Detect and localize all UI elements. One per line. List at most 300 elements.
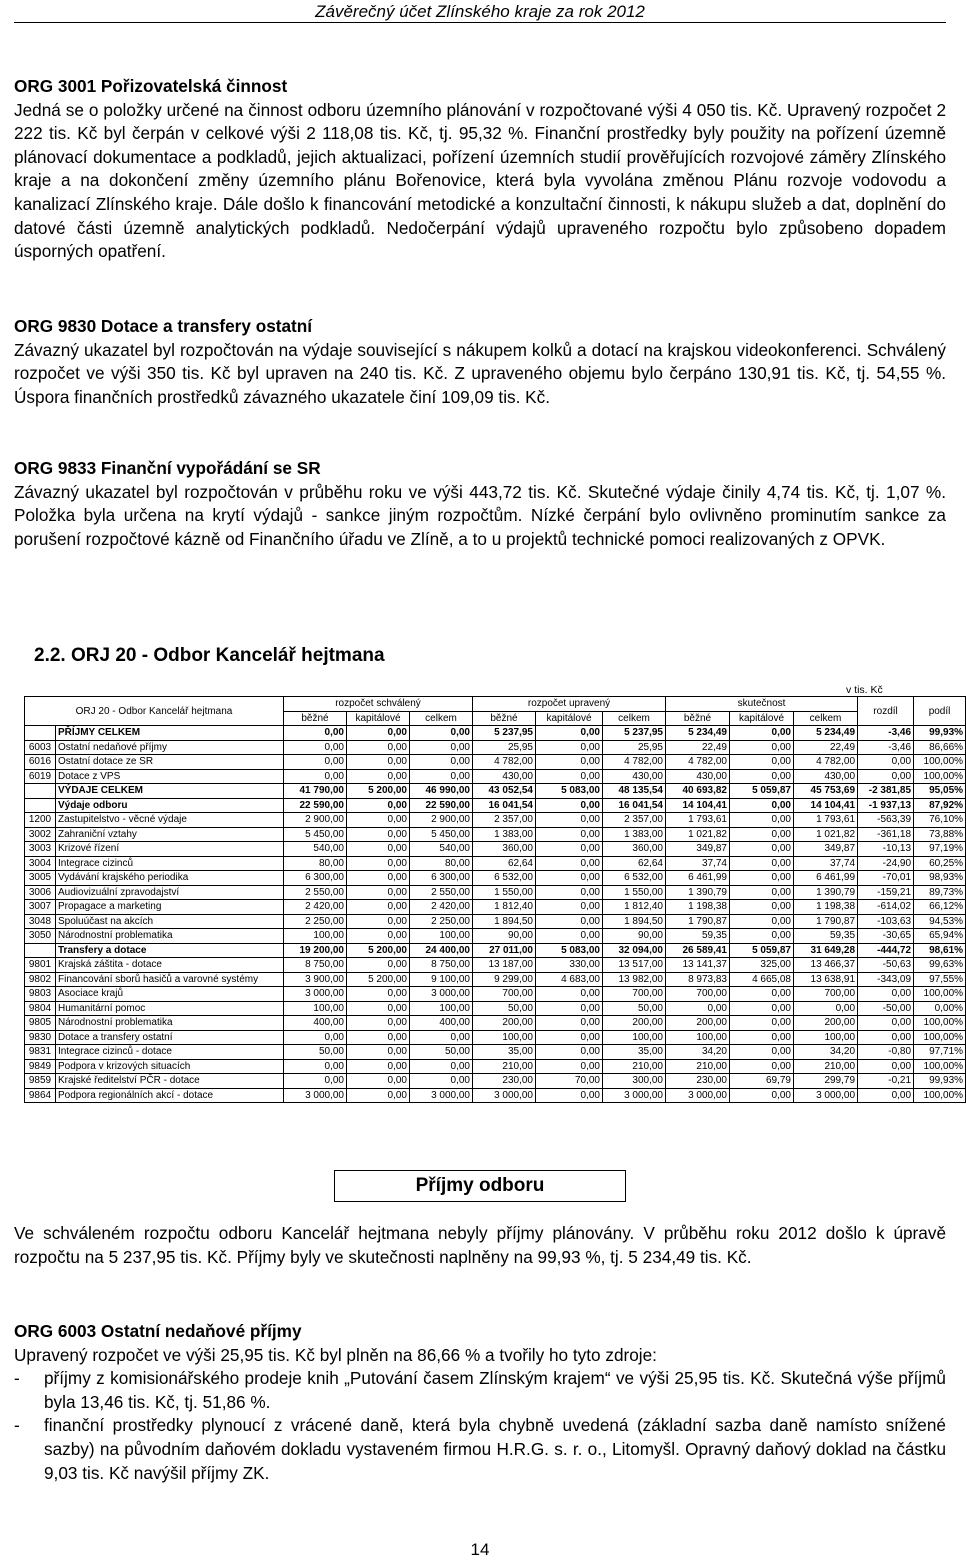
- page-header: Závěrečný účet Zlínského kraje za rok 2012: [315, 2, 645, 21]
- row-value: 0,00: [347, 914, 410, 929]
- table-row: [25, 1045, 966, 1060]
- row-value: 4 782,00: [473, 755, 536, 770]
- row-value: 0,00: [347, 726, 410, 741]
- row-value: -444,72: [858, 943, 914, 958]
- table-row: [25, 1001, 966, 1016]
- row-value: 31 649,28: [794, 943, 858, 958]
- section-org-9833: [14, 457, 946, 551]
- row-org: 9830: [25, 1030, 56, 1045]
- row-name: Podpora v krizových situacích: [56, 1059, 284, 1074]
- row-value: 32 094,00: [603, 943, 666, 958]
- row-value: 0,00: [347, 1074, 410, 1089]
- row-name: Financování sborů hasičů a varovné systémy: [56, 972, 284, 987]
- row-value: 95,05%: [914, 784, 966, 799]
- row-value: 70,00: [536, 1074, 603, 1089]
- row-value: 0,00: [410, 1074, 473, 1089]
- row-value: 700,00: [473, 987, 536, 1002]
- row-value: 0,00: [730, 900, 794, 915]
- row-value: 100,00: [410, 1001, 473, 1016]
- row-value: 50,00: [603, 1001, 666, 1016]
- row-value: 1 021,82: [794, 827, 858, 842]
- row-value: 0,00: [536, 1016, 603, 1031]
- row-value: 46 990,00: [410, 784, 473, 799]
- row-value: 100,00%: [914, 1059, 966, 1074]
- row-value: 0,00: [858, 1059, 914, 1074]
- col-group-schvaleny: rozpočet schválený: [284, 697, 473, 712]
- row-value: 200,00: [603, 1016, 666, 1031]
- row-value: 0,00: [347, 1016, 410, 1031]
- col-podil: podíl: [914, 697, 966, 726]
- row-value: 1 198,38: [666, 900, 730, 915]
- row-name: Audiovizuální zpravodajství: [56, 885, 284, 900]
- row-value: 0,00: [858, 755, 914, 770]
- row-value: 0,00: [730, 827, 794, 842]
- row-value: 73,88%: [914, 827, 966, 842]
- row-value: 0,00: [858, 1088, 914, 1103]
- row-value: 5 200,00: [347, 972, 410, 987]
- row-value: 13 466,37: [794, 958, 858, 973]
- row-value: -0,21: [858, 1074, 914, 1089]
- row-value: 99,63%: [914, 958, 966, 973]
- row-name: Výdaje odboru: [56, 798, 284, 813]
- row-value: 22,49: [666, 740, 730, 755]
- row-name: Krajské ředitelství PČR - dotace: [56, 1074, 284, 1089]
- row-value: 65,94%: [914, 929, 966, 944]
- row-value: 1 550,00: [603, 885, 666, 900]
- row-value: 0,00: [858, 1016, 914, 1031]
- row-value: 700,00: [603, 987, 666, 1002]
- row-value: 1 198,38: [794, 900, 858, 915]
- table-row: [25, 726, 966, 741]
- row-value: 5 083,00: [536, 943, 603, 958]
- row-value: 19 200,00: [284, 943, 347, 958]
- table-row: [25, 1030, 966, 1045]
- row-value: -50,63: [858, 958, 914, 973]
- row-value: 37,74: [794, 856, 858, 871]
- row-value: 0,00: [347, 871, 410, 886]
- row-org: [25, 784, 56, 799]
- row-value: 1 894,50: [603, 914, 666, 929]
- row-value: 0,00: [536, 827, 603, 842]
- row-value: 1 383,00: [473, 827, 536, 842]
- row-value: 99,93%: [914, 726, 966, 741]
- row-value: 86,66%: [914, 740, 966, 755]
- section-text: Jedná se o položky určené na činnost odboru územního plánování v rozpočtované výši 4 050 tis. Kč. Upravený rozpočet 2 222 tis. Kč byl čerpán v celkové výši 2 118,08 tis. Kč, tj. 95,32 %. Finanční prostředky byly použity na pořízení územně plánovací dokumentace a podkladů, jejich aktualizaci, pořízení územních studií prověřujících rozvojové záměry Zlínského kraje a na dokončení změny územního plánu Bořenovice, která byla vyvolána změnou Plánu rozvoje vodovodu a kanalizací Zlínského kraje. Dále došlo k financování metodické a konzultační činnosti, k nákupu služeb a dat, doplnění do datové části územně analytických podkladů. Nedočerpání výdajů upraveného rozpočtu bylo způsobeno dopadem úsporných opatření.: [14, 99, 946, 262]
- row-value: 0,00: [730, 1059, 794, 1074]
- row-value: 200,00: [794, 1016, 858, 1031]
- row-value: 430,00: [794, 769, 858, 784]
- row-value: 0,00: [730, 813, 794, 828]
- row-value: 14 104,41: [794, 798, 858, 813]
- row-value: 69,79: [730, 1074, 794, 1089]
- row-name: Krajská záštita - dotace: [56, 958, 284, 973]
- row-value: 24 400,00: [410, 943, 473, 958]
- row-value: 0,00: [666, 1001, 730, 1016]
- row-value: 0,00: [730, 885, 794, 900]
- row-value: 200,00: [473, 1016, 536, 1031]
- row-value: 8 750,00: [410, 958, 473, 973]
- row-value: 0,00: [347, 1030, 410, 1045]
- row-value: 5 450,00: [410, 827, 473, 842]
- row-value: 1 790,87: [794, 914, 858, 929]
- row-value: 230,00: [666, 1074, 730, 1089]
- row-value: 0,00: [730, 755, 794, 770]
- row-org: [25, 798, 56, 813]
- row-value: 0,00: [347, 842, 410, 857]
- row-value: 22 590,00: [410, 798, 473, 813]
- row-value: 2 250,00: [410, 914, 473, 929]
- col-bezne: běžné: [473, 711, 536, 726]
- row-name: Zastupitelstvo - věcné výdaje: [56, 813, 284, 828]
- col-celkem: celkem: [794, 711, 858, 726]
- row-value: 325,00: [730, 958, 794, 973]
- row-value: 0,00: [536, 813, 603, 828]
- row-value: 0,00: [730, 987, 794, 1002]
- table-row: [25, 827, 966, 842]
- section-title: ORG 9833 Finanční vypořádání se SR: [14, 458, 321, 478]
- row-value: 0,00: [730, 914, 794, 929]
- row-org: 6016: [25, 755, 56, 770]
- row-value: 0,00: [347, 827, 410, 842]
- row-name: Humanitární pomoc: [56, 1001, 284, 1016]
- table-row: [25, 943, 966, 958]
- row-value: 6 300,00: [284, 871, 347, 886]
- row-value: 76,10%: [914, 813, 966, 828]
- col-bezne: běžné: [666, 711, 730, 726]
- row-value: 22 590,00: [284, 798, 347, 813]
- row-org: 9805: [25, 1016, 56, 1031]
- row-value: 210,00: [794, 1059, 858, 1074]
- header-rule: [14, 22, 946, 23]
- row-value: 1 793,61: [666, 813, 730, 828]
- row-name: PŘÍJMY CELKEM: [56, 726, 284, 741]
- row-value: 0,00: [730, 929, 794, 944]
- table-row: [25, 871, 966, 886]
- row-value: 0,00: [730, 1001, 794, 1016]
- row-name: Dotace z VPS: [56, 769, 284, 784]
- row-value: 25,95: [603, 740, 666, 755]
- row-value: 2 900,00: [410, 813, 473, 828]
- row-name: Ostatní nedaňové příjmy: [56, 740, 284, 755]
- section-org-9830: [14, 315, 946, 409]
- row-value: 360,00: [603, 842, 666, 857]
- row-value: -10,13: [858, 842, 914, 857]
- row-value: 50,00: [473, 1001, 536, 1016]
- table-row: [25, 885, 966, 900]
- row-value: 0,00: [536, 1045, 603, 1060]
- row-value: 100,00: [284, 929, 347, 944]
- col-kapitalove: kapitálové: [730, 711, 794, 726]
- row-value: 0,00: [347, 885, 410, 900]
- row-name: Národnostní problematika: [56, 929, 284, 944]
- row-value: 35,00: [473, 1045, 536, 1060]
- row-value: 3 000,00: [410, 1088, 473, 1103]
- row-value: 0,00: [536, 856, 603, 871]
- row-value: 48 135,54: [603, 784, 666, 799]
- row-value: 2 357,00: [473, 813, 536, 828]
- unit-label: v tis. Kč: [846, 684, 883, 696]
- row-value: 430,00: [666, 769, 730, 784]
- row-value: 0,00: [536, 900, 603, 915]
- row-value: 4 782,00: [794, 755, 858, 770]
- row-value: -2 381,85: [858, 784, 914, 799]
- row-value: 5 059,87: [730, 943, 794, 958]
- row-value: 97,71%: [914, 1045, 966, 1060]
- row-value: 94,53%: [914, 914, 966, 929]
- row-value: 200,00: [666, 1016, 730, 1031]
- row-value: -103,63: [858, 914, 914, 929]
- table-row: [25, 914, 966, 929]
- page-number: 14: [470, 1540, 490, 1559]
- row-value: 1 894,50: [473, 914, 536, 929]
- row-value: 2 250,00: [284, 914, 347, 929]
- row-value: 60,25%: [914, 856, 966, 871]
- row-org: 9864: [25, 1088, 56, 1103]
- row-value: 5 234,49: [794, 726, 858, 741]
- row-value: 0,00: [347, 900, 410, 915]
- row-value: 100,00: [284, 1001, 347, 1016]
- row-value: 0,00: [858, 769, 914, 784]
- row-value: 0,00: [730, 1030, 794, 1045]
- row-value: 0,00: [730, 769, 794, 784]
- row-value: 97,55%: [914, 972, 966, 987]
- row-value: 0,00: [347, 1001, 410, 1016]
- row-value: 98,93%: [914, 871, 966, 886]
- row-value: 0,00: [284, 755, 347, 770]
- income-intro: [14, 1222, 946, 1269]
- row-value: 299,79: [794, 1074, 858, 1089]
- row-value: 26 589,41: [666, 943, 730, 958]
- row-org: 6003: [25, 740, 56, 755]
- row-value: 100,00: [603, 1030, 666, 1045]
- row-value: 9 299,00: [473, 972, 536, 987]
- row-value: 1 812,40: [473, 900, 536, 915]
- col-bezne: běžné: [284, 711, 347, 726]
- section-line: Upravený rozpočet ve výši 25,95 tis. Kč byl plněn na 86,66 % a tvořily ho tyto zdroje:: [14, 1344, 657, 1365]
- row-name: Integrace cizinců: [56, 856, 284, 871]
- table-row: [25, 900, 966, 915]
- row-value: 6 532,00: [603, 871, 666, 886]
- row-value: 3 900,00: [284, 972, 347, 987]
- row-value: 1 390,79: [794, 885, 858, 900]
- row-value: 2 550,00: [410, 885, 473, 900]
- row-value: 0,00: [536, 885, 603, 900]
- row-value: 3 000,00: [473, 1088, 536, 1103]
- row-value: 0,00: [536, 769, 603, 784]
- row-value: 0,00%: [914, 1001, 966, 1016]
- row-value: 0,00: [730, 1088, 794, 1103]
- row-value: 0,00: [730, 856, 794, 871]
- list-item: [14, 1367, 946, 1414]
- row-org: 3005: [25, 871, 56, 886]
- row-name: Podpora regionálních akcí - dotace: [56, 1088, 284, 1103]
- row-value: 2 900,00: [284, 813, 347, 828]
- row-value: 1 793,61: [794, 813, 858, 828]
- row-value: 0,00: [347, 958, 410, 973]
- row-value: 3 000,00: [603, 1088, 666, 1103]
- row-value: 0,00: [536, 798, 603, 813]
- row-value: 4 782,00: [666, 755, 730, 770]
- table-row: [25, 987, 966, 1002]
- section-org-6003: [14, 1320, 946, 1485]
- row-org: 3002: [25, 827, 56, 842]
- row-value: 1 812,40: [603, 900, 666, 915]
- row-value: 3 000,00: [284, 987, 347, 1002]
- row-value: 13 982,00: [603, 972, 666, 987]
- row-value: 100,00: [473, 1030, 536, 1045]
- row-value: 5 059,87: [730, 784, 794, 799]
- row-value: 100,00%: [914, 1016, 966, 1031]
- row-value: 0,00: [347, 813, 410, 828]
- row-value: 1 550,00: [473, 885, 536, 900]
- row-value: 540,00: [284, 842, 347, 857]
- row-value: 100,00: [666, 1030, 730, 1045]
- row-value: 0,00: [730, 740, 794, 755]
- row-value: 700,00: [666, 987, 730, 1002]
- row-value: 6 461,99: [666, 871, 730, 886]
- row-value: 400,00: [410, 1016, 473, 1031]
- row-value: 0,00: [794, 1001, 858, 1016]
- bullet-dash: -: [14, 1368, 20, 1389]
- row-value: 0,00: [730, 1045, 794, 1060]
- row-org: 3050: [25, 929, 56, 944]
- row-value: 3 000,00: [284, 1088, 347, 1103]
- row-name: VÝDAJE CELKEM: [56, 784, 284, 799]
- intro-text: Ve schváleném rozpočtu odboru Kancelář hejtmana nebyly příjmy plánovány. V průběhu roku 2012 došlo k úpravě rozpočtu na 5 237,95 tis. Kč. Příjmy byly ve skutečnosti naplněny na 99,93 %, tj. 5 234,49 tis. Kč.: [14, 1223, 946, 1267]
- row-value: 16 041,54: [603, 798, 666, 813]
- table-row: [25, 972, 966, 987]
- row-value: 2 420,00: [410, 900, 473, 915]
- row-value: 0,00: [536, 1001, 603, 1016]
- table-row: [25, 1074, 966, 1089]
- row-value: -3,46: [858, 726, 914, 741]
- row-value: 230,00: [473, 1074, 536, 1089]
- row-value: 13 141,37: [666, 958, 730, 973]
- row-value: 3 000,00: [794, 1088, 858, 1103]
- bullet-text: příjmy z komisionářského prodeje knih „Putování časem Zlínským krajem“ ve výši 25,95 tis. Kč. Skutečná výše příjmů byla 13,46 tis. Kč, tj. 51,86 %.: [44, 1368, 946, 1412]
- row-value: 4 665,08: [730, 972, 794, 987]
- row-name: Národnostní problematika: [56, 1016, 284, 1031]
- row-value: 62,64: [473, 856, 536, 871]
- row-value: 9 100,00: [410, 972, 473, 987]
- row-value: 25,95: [473, 740, 536, 755]
- row-value: 45 753,69: [794, 784, 858, 799]
- row-name: Integrace cizinců - dotace: [56, 1045, 284, 1060]
- row-value: 5 200,00: [347, 784, 410, 799]
- row-value: 6 300,00: [410, 871, 473, 886]
- row-value: 100,00%: [914, 755, 966, 770]
- row-value: 99,93%: [914, 1074, 966, 1089]
- row-value: 0,00: [536, 1030, 603, 1045]
- row-value: 0,00: [347, 798, 410, 813]
- table-row: [25, 1088, 966, 1103]
- row-value: 37,74: [666, 856, 730, 871]
- row-name: Spoluúčast na akcích: [56, 914, 284, 929]
- table-row: [25, 755, 966, 770]
- budget-table: [24, 696, 966, 1103]
- list-item: [14, 1414, 946, 1485]
- table-row: [25, 784, 966, 799]
- col-kapitalove: kapitálové: [536, 711, 603, 726]
- row-value: -30,65: [858, 929, 914, 944]
- table-row: [25, 1059, 966, 1074]
- row-value: -159,21: [858, 885, 914, 900]
- row-value: 360,00: [473, 842, 536, 857]
- table-row: [25, 842, 966, 857]
- row-value: 100,00%: [914, 987, 966, 1002]
- row-value: 0,00: [536, 755, 603, 770]
- row-value: 0,00: [536, 726, 603, 741]
- row-value: 1 383,00: [603, 827, 666, 842]
- table-corner: ORJ 20 - Odbor Kancelář hejtmana: [25, 697, 284, 726]
- row-value: 5 234,49: [666, 726, 730, 741]
- row-value: 100,00%: [914, 769, 966, 784]
- row-value: 6 461,99: [794, 871, 858, 886]
- row-org: 9802: [25, 972, 56, 987]
- row-value: 0,00: [410, 769, 473, 784]
- row-org: 3048: [25, 914, 56, 929]
- row-value: 0,00: [284, 726, 347, 741]
- row-name: Krizové řízení: [56, 842, 284, 857]
- row-value: 22,49: [794, 740, 858, 755]
- row-value: 50,00: [284, 1045, 347, 1060]
- row-value: 349,87: [666, 842, 730, 857]
- table-row: [25, 813, 966, 828]
- row-value: 0,00: [536, 914, 603, 929]
- row-value: 90,00: [603, 929, 666, 944]
- bullet-dash: -: [14, 1415, 20, 1436]
- row-value: 5 237,95: [603, 726, 666, 741]
- row-value: -343,09: [858, 972, 914, 987]
- table-row: [25, 856, 966, 871]
- row-value: -50,00: [858, 1001, 914, 1016]
- table-body: [25, 726, 966, 1103]
- row-value: -1 937,13: [858, 798, 914, 813]
- row-org: 3006: [25, 885, 56, 900]
- row-value: -3,46: [858, 740, 914, 755]
- table-row: [25, 1016, 966, 1031]
- row-value: -70,01: [858, 871, 914, 886]
- row-value: 0,00: [536, 871, 603, 886]
- row-value: 0,00: [536, 842, 603, 857]
- row-value: 0,00: [536, 987, 603, 1002]
- row-value: 35,00: [603, 1045, 666, 1060]
- row-value: 0,00: [347, 740, 410, 755]
- row-value: 0,00: [347, 987, 410, 1002]
- row-value: 0,00: [730, 726, 794, 741]
- row-org: 9803: [25, 987, 56, 1002]
- row-value: 430,00: [603, 769, 666, 784]
- section-text: Závazný ukazatel byl rozpočtován v průběhu roku ve výši 443,72 tis. Kč. Skutečné výdaje činily 4,74 tis. Kč, tj. 1,07 %. Položka byla určena na krytí výdajů - sankce jiným rozpočtům. Nízké čerpání bylo ovlivněno prominutím sankce za porušení rozpočtové kázně od Finančního úřadu ve Zlíně, a to u projektů technické pomoci realizovaných z OPVK.: [14, 481, 946, 549]
- row-value: -361,18: [858, 827, 914, 842]
- row-value: 8 750,00: [284, 958, 347, 973]
- table-row: [25, 769, 966, 784]
- row-value: 0,00: [284, 1074, 347, 1089]
- row-org: 9849: [25, 1059, 56, 1074]
- row-name: Ostatní dotace ze SR: [56, 755, 284, 770]
- row-value: 98,61%: [914, 943, 966, 958]
- col-rozdil: rozdíl: [858, 697, 914, 726]
- row-value: 210,00: [603, 1059, 666, 1074]
- row-value: 80,00: [410, 856, 473, 871]
- row-value: 90,00: [473, 929, 536, 944]
- row-value: 16 041,54: [473, 798, 536, 813]
- row-value: 0,00: [284, 740, 347, 755]
- row-org: 3003: [25, 842, 56, 857]
- row-value: 0,00: [730, 842, 794, 857]
- row-value: 0,00: [858, 1030, 914, 1045]
- table-row: [25, 740, 966, 755]
